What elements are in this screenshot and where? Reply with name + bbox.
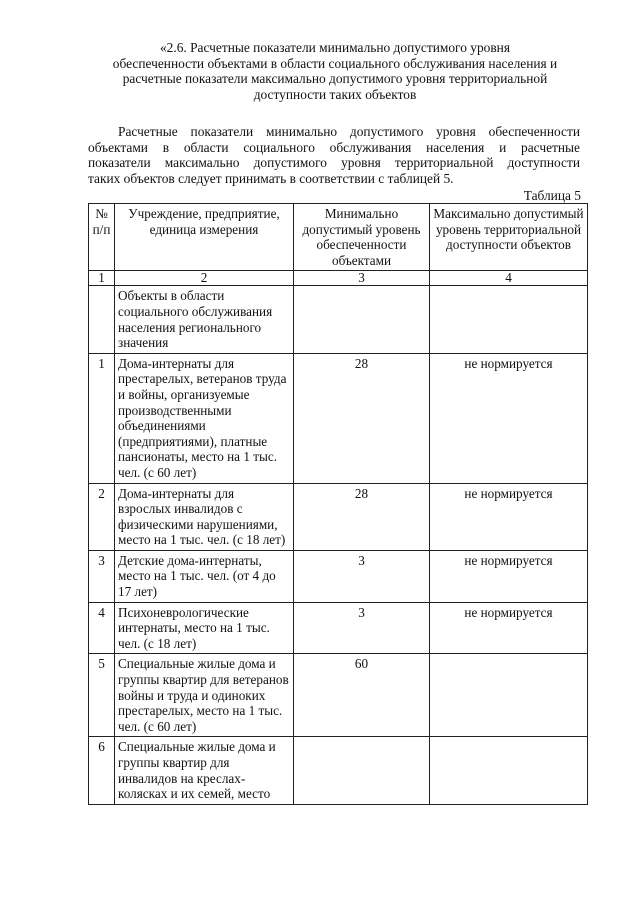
row-max-access: не нормируется xyxy=(430,483,588,550)
row-max-access xyxy=(430,654,588,737)
row-number: 5 xyxy=(89,654,115,737)
table-caption: Таблица 5 xyxy=(523,188,581,203)
header-min-level: Минимально допустимый уровень обеспеченности объектами xyxy=(294,204,430,271)
row-min-level xyxy=(294,737,430,804)
table-row xyxy=(89,602,588,654)
heading-line: обеспеченности объектами в области социального обслуживания населения и xyxy=(112,55,558,71)
section-heading xyxy=(90,40,580,102)
row-institution: Специальные жилые дома и группы квартир для инвалидов на креслах-колясках и их семей, место xyxy=(115,737,294,804)
row-max-access: не нормируется xyxy=(430,602,588,654)
row-min-level xyxy=(294,286,430,353)
row-institution: Специальные жилые дома и группы квартир для ветеранов войны и труда и одиноких престарелых, место на 1 тыс. чел. (с 60 лет) xyxy=(115,654,294,737)
table-row xyxy=(89,737,588,804)
row-max-access: не нормируется xyxy=(430,353,588,483)
table-row xyxy=(89,286,588,353)
row-institution: Дома-интернаты для взрослых инвалидов с физическими нарушениями, место на 1 тыс. чел. (с 18 лет) xyxy=(115,483,294,550)
row-institution: Детские дома-интернаты, место на 1 тыс. чел. (от 4 до 17 лет) xyxy=(115,550,294,602)
column-numbers-row xyxy=(89,271,588,286)
row-min-level: 28 xyxy=(294,353,430,483)
row-max-access xyxy=(430,286,588,353)
paragraph-line: объектами в области социального обслуживания населения и расчетные xyxy=(88,139,580,155)
row-max-access: не нормируется xyxy=(430,550,588,602)
column-number: 3 xyxy=(294,271,430,286)
row-number: 2 xyxy=(89,483,115,550)
header-max-access: Максимально допустимый уровень территориальной доступности объектов xyxy=(430,204,588,271)
header-number: № п/п xyxy=(89,204,115,271)
table-header-row xyxy=(89,204,588,271)
row-number: 1 xyxy=(89,353,115,483)
heading-line: доступности таких объектов xyxy=(253,86,417,102)
row-number: 4 xyxy=(89,602,115,654)
heading-line: «2.6. Расчетные показатели минимально допустимого уровня xyxy=(159,40,510,55)
norms-table xyxy=(88,203,588,805)
table-row xyxy=(89,550,588,602)
column-number: 2 xyxy=(115,271,294,286)
row-number xyxy=(89,286,115,353)
row-institution: Дома-интернаты для престарелых, ветеранов труда и войны, организуемые производственными объединениями (предприятиями), платные пансионаты, место на 1 тыс. чел. (с 60 лет) xyxy=(115,353,294,483)
table-row xyxy=(89,353,588,483)
paragraph-line: Расчетные показатели минимально допустимого уровня обеспеченности xyxy=(118,124,580,139)
table-row xyxy=(89,483,588,550)
body-paragraph xyxy=(88,124,580,186)
row-max-access xyxy=(430,737,588,804)
table-row xyxy=(89,654,588,737)
row-number: 3 xyxy=(89,550,115,602)
row-institution: Психоневрологические интернаты, место на 1 тыс. чел. (с 18 лет) xyxy=(115,602,294,654)
row-number: 6 xyxy=(89,737,115,804)
column-number: 1 xyxy=(89,271,115,286)
row-min-level: 3 xyxy=(294,550,430,602)
paragraph-line: таких объектов следует принимать в соответствии с таблицей 5. xyxy=(88,170,454,186)
heading-line: расчетные показатели максимально допустимого уровня территориальной xyxy=(122,71,548,86)
row-institution: Объекты в области социального обслуживания населения регионального значения xyxy=(115,286,294,353)
row-min-level: 60 xyxy=(294,654,430,737)
row-min-level: 3 xyxy=(294,602,430,654)
column-number: 4 xyxy=(430,271,588,286)
header-institution: Учреждение, предприятие, единица измерения xyxy=(115,204,294,271)
paragraph-line: показатели максимально допустимого уровня территориальной доступности xyxy=(88,155,580,171)
row-min-level: 28 xyxy=(294,483,430,550)
